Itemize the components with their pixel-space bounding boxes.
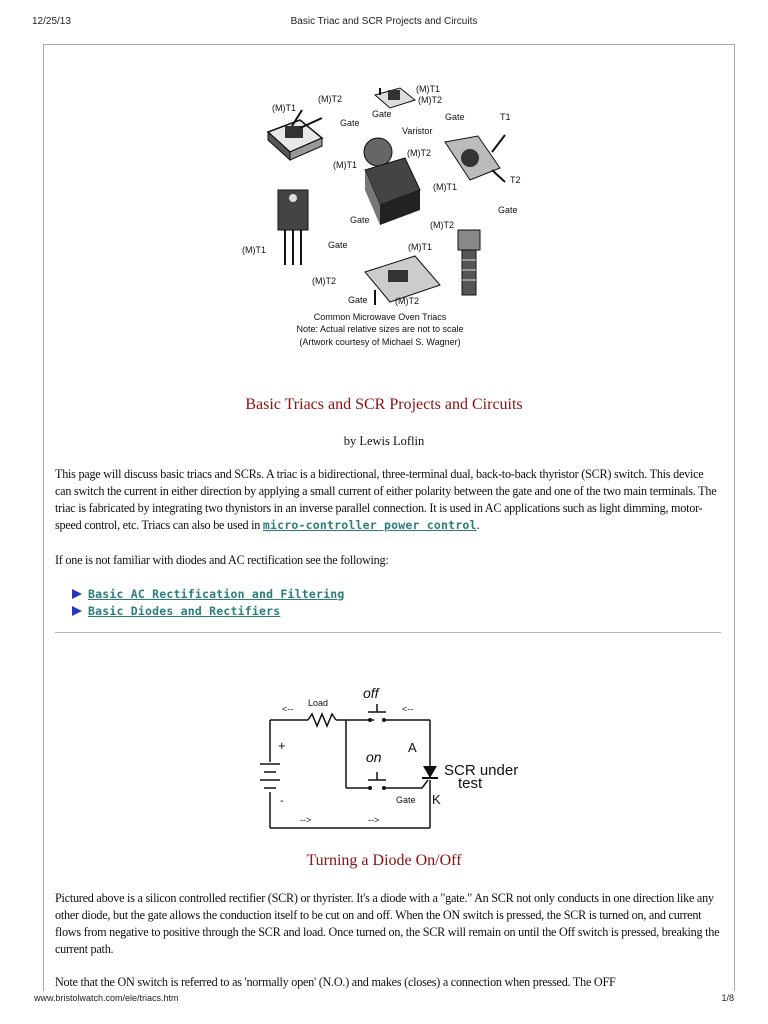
- intro-text: This page will discuss basic triacs and SCRs. A triac is a bidirectional, three-terminal dual, back-to-back thyristor (SCR) switch. This device can switch the current in either direction by applying a small current of either polarity between the gate and one of the two main terminals. The triac is fabricated by integrating two thynistors in an inverse parallel connection. It is used in AC applications such as light dimming, motor-speed control, etc. Triacs can also be used in: [55, 467, 717, 532]
- fig2-scr-label-2: test: [458, 775, 483, 792]
- diodes-rectifiers-link[interactable]: Basic Diodes and Rectifiers: [88, 603, 281, 618]
- fig1-label-gate-a: Gate: [340, 118, 360, 128]
- fig1-label-mt1-a: (M)T1: [272, 103, 296, 113]
- list-item: [72, 602, 344, 619]
- intro-paragraph: [55, 466, 720, 534]
- section-paragraph-1: Pictured above is a silicon controlled rectifier (SCR) or thyrister. It's a diode with a "gate." An SCR not only conducts in one direction like any other diode, but the gate allows the conduction itself to be cut on and off. When the ON switch is pressed, the SCR is turned on, and current flows from negative to positive through the SCR and load. Once turned on, the SCR will remain on until the Off switch is pressed, breaking the current path.: [55, 891, 720, 956]
- link-list: [72, 585, 344, 619]
- fig1-caption-2: Note: Actual relative sizes are not to scale: [296, 324, 464, 334]
- fig2-arrow-left-1: <--: [282, 704, 294, 714]
- fig1-label-mt1-e: (M)T1: [433, 182, 457, 192]
- fig2-arrow-right-2: -->: [368, 815, 380, 825]
- fig1-label-gate-g: Gate: [348, 295, 368, 305]
- byline: by Lewis Loflin: [343, 434, 425, 448]
- fig1-label-mt2-e: (M)T2: [430, 220, 454, 230]
- print-url: www.bristolwatch.com/ele/triacs.htm: [34, 993, 179, 1003]
- fig1-label-mt2-d: (M)T2: [312, 276, 336, 286]
- micro-controller-power-control-link[interactable]: micro-controller power control: [262, 518, 477, 532]
- fig1-label-mt2-f: (M)T2: [395, 296, 419, 306]
- fig2-minus-label: -: [280, 795, 284, 807]
- fig2-scr-label-1: SCR under: [444, 762, 519, 779]
- fig1-label-t2: T2: [510, 175, 521, 185]
- section-paragraph-2: Note that the ON switch is referred to as 'normally open' (N.O.) and makes (closes) a connection when pressed. The OFF: [55, 975, 616, 989]
- fig1-label-varistor: Varistor: [402, 126, 433, 136]
- print-page-number: 1/8: [721, 993, 734, 1003]
- fig1-label-mt1-b: (M)T1: [416, 84, 440, 94]
- ac-rectification-link[interactable]: Basic AC Rectification and Filtering: [88, 586, 345, 601]
- triac-small-top: [375, 88, 415, 108]
- print-footer: [0, 993, 768, 1007]
- fig2-load-label: Load: [308, 698, 329, 708]
- fig1-label-mt2-b: (M)T2: [418, 95, 442, 105]
- triac-stud: [458, 230, 480, 295]
- page-title: Basic Triacs and SCR Projects and Circuits: [245, 396, 523, 413]
- fig2-off-label: off: [363, 685, 379, 701]
- scr-symbol: [423, 766, 437, 778]
- fig1-label-mt2-c: (M)T2: [407, 148, 431, 158]
- see-following-text: If one is not familiar with diodes and AC rectification see the following:: [55, 553, 389, 567]
- fig1-label-mt1-d: (M)T1: [242, 245, 266, 255]
- fig1-label-gate-b: Gate: [372, 109, 392, 119]
- fig1-label-mt2-a: (M)T2: [318, 94, 342, 104]
- fig2-on-label: on: [366, 749, 382, 765]
- fig2-arrow-left-2: <--: [402, 704, 414, 714]
- fig2-cathode-label: K: [432, 792, 441, 807]
- fig2-gate-label: Gate: [396, 795, 416, 805]
- fig2-anode-label: A: [408, 740, 417, 755]
- fig2-arrow-right-1: -->: [300, 815, 312, 825]
- fig2-plus-label: +: [278, 738, 286, 753]
- fig1-caption-1: Common Microwave Oven Triacs: [313, 312, 447, 322]
- fig1-label-mt1-c: (M)T1: [333, 160, 357, 170]
- print-header: [0, 8, 768, 27]
- divider: [55, 632, 721, 633]
- triac-to220: [278, 190, 308, 265]
- fig1-label-t1: T1: [500, 112, 511, 122]
- fig1-label-mt1-f: (M)T1: [408, 242, 432, 252]
- section-title: Turning a Diode On/Off: [306, 852, 462, 869]
- triacs-illustration: [230, 40, 530, 350]
- fig1-caption-3: (Artwork courtesy of Michael S. Wagner): [299, 337, 461, 347]
- scr-circuit-diagram: [250, 680, 530, 830]
- triac-right: [445, 135, 505, 182]
- print-title: Basic Triac and SCR Projects and Circuits: [290, 16, 478, 27]
- fig1-label-gate-d: Gate: [445, 112, 465, 122]
- fig1-label-gate-e: Gate: [328, 240, 348, 250]
- intro-end: .: [476, 518, 480, 532]
- triac-mounted-left: [268, 110, 322, 160]
- bullet-triangle-icon: [72, 606, 82, 616]
- print-date: 12/25/13: [32, 16, 71, 27]
- list-item: [72, 585, 344, 602]
- bullet-triangle-icon: [72, 589, 82, 599]
- fig1-label-gate-c: Gate: [350, 215, 370, 225]
- fig1-label-gate-f: Gate: [498, 205, 518, 215]
